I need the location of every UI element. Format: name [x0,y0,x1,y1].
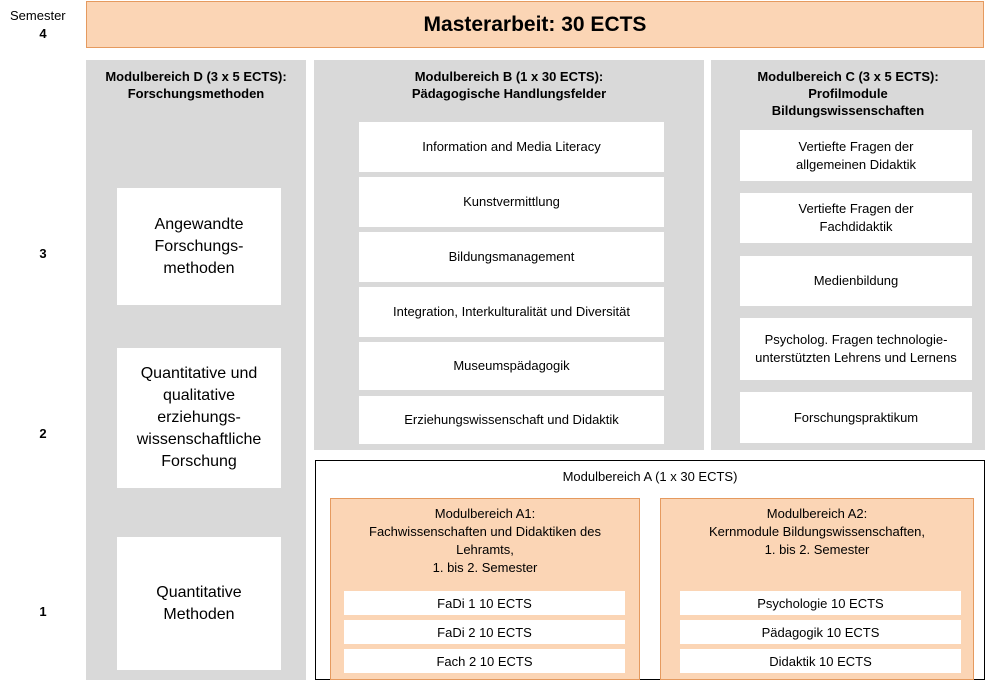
semester-axis-header: Semester [10,8,66,23]
module-a2-title [660,505,974,559]
module-a1-item-3: Fach 2 10 ECTS [344,649,625,673]
module-b-title-line1: Modulbereich B (1 x 30 ECTS): [414,69,604,84]
module-d-item-1: Angewandte Forschungs-methoden [117,188,281,305]
module-a2-item-1: Psychologie 10 ECTS [680,591,961,615]
module-a2-item-3: Didaktik 10 ECTS [680,649,961,673]
semester-label-2: 2 [39,426,47,441]
module-a1-item-2: FaDi 2 10 ECTS [344,620,625,644]
module-a2-item-2: Pädagogik 10 ECTS [680,620,961,644]
module-d-title-line2: Forschungsmethoden [127,86,265,101]
module-a-title: Modulbereich A (1 x 30 ECTS) [562,469,738,484]
module-a2-title-line2: Kernmodule Bildungswissenschaften, [708,524,926,539]
semester-label-4: 4 [39,26,47,41]
module-d-item-2: Quantitative und qualitative erziehungs-wissenschaftliche Forschung [117,348,281,488]
module-c-item-4: Psycholog. Fragen technologie-unterstützten Lehrens und Lernens [740,318,972,380]
module-b-title [314,68,704,102]
module-d-item-3: Quantitative Methoden [117,537,281,670]
module-b-item-5: Museumspädagogik [359,342,664,390]
module-d-title [86,68,306,102]
semester-label-1: 1 [39,604,47,619]
module-c-title-line1: Modulbereich C (3 x 5 ECTS): [757,69,939,84]
module-a1-item-1: FaDi 1 10 ECTS [344,591,625,615]
module-c-item-3: Medienbildung [740,256,972,306]
module-b-item-2: Kunstvermittlung [359,177,664,227]
module-c-title-line2: Profilmodule [808,86,888,101]
module-a1-title-line4: 1. bis 2. Semester [432,560,538,575]
module-a2-title-line3: 1. bis 2. Semester [764,542,870,557]
module-b-item-4: Integration, Interkulturalität und Diversität [359,287,664,337]
module-c-title [711,68,985,119]
module-a1-title [330,505,640,577]
module-c-item-5: Forschungspraktikum [740,392,972,443]
module-a1-title-line1: Modulbereich A1: [434,506,536,521]
semester-label-3: 3 [39,246,47,261]
master-thesis-box [86,1,984,48]
module-b-title-line2: Pädagogische Handlungsfelder [411,86,607,101]
module-d-title-line1: Modulbereich D (3 x 5 ECTS): [105,69,287,84]
module-b-item-1: Information and Media Literacy [359,122,664,172]
module-a1-title-line2: Fachwissenschaften und Didaktiken des [369,524,601,539]
module-a1-title-line3: Lehramts, [456,542,514,557]
master-thesis-label: Masterarbeit: 30 ECTS [423,12,647,36]
module-c-item-1: Vertiefte Fragen der allgemeinen Didaktik [740,130,972,181]
module-a2-title-line1: Modulbereich A2: [766,506,868,521]
module-c-title-line3: Bildungswissenschaften [771,103,925,118]
module-b-item-6: Erziehungswissenschaft und Didaktik [359,396,664,444]
module-b-item-3: Bildungsmanagement [359,232,664,282]
module-c-item-2: Vertiefte Fragen der Fachdidaktik [740,193,972,243]
